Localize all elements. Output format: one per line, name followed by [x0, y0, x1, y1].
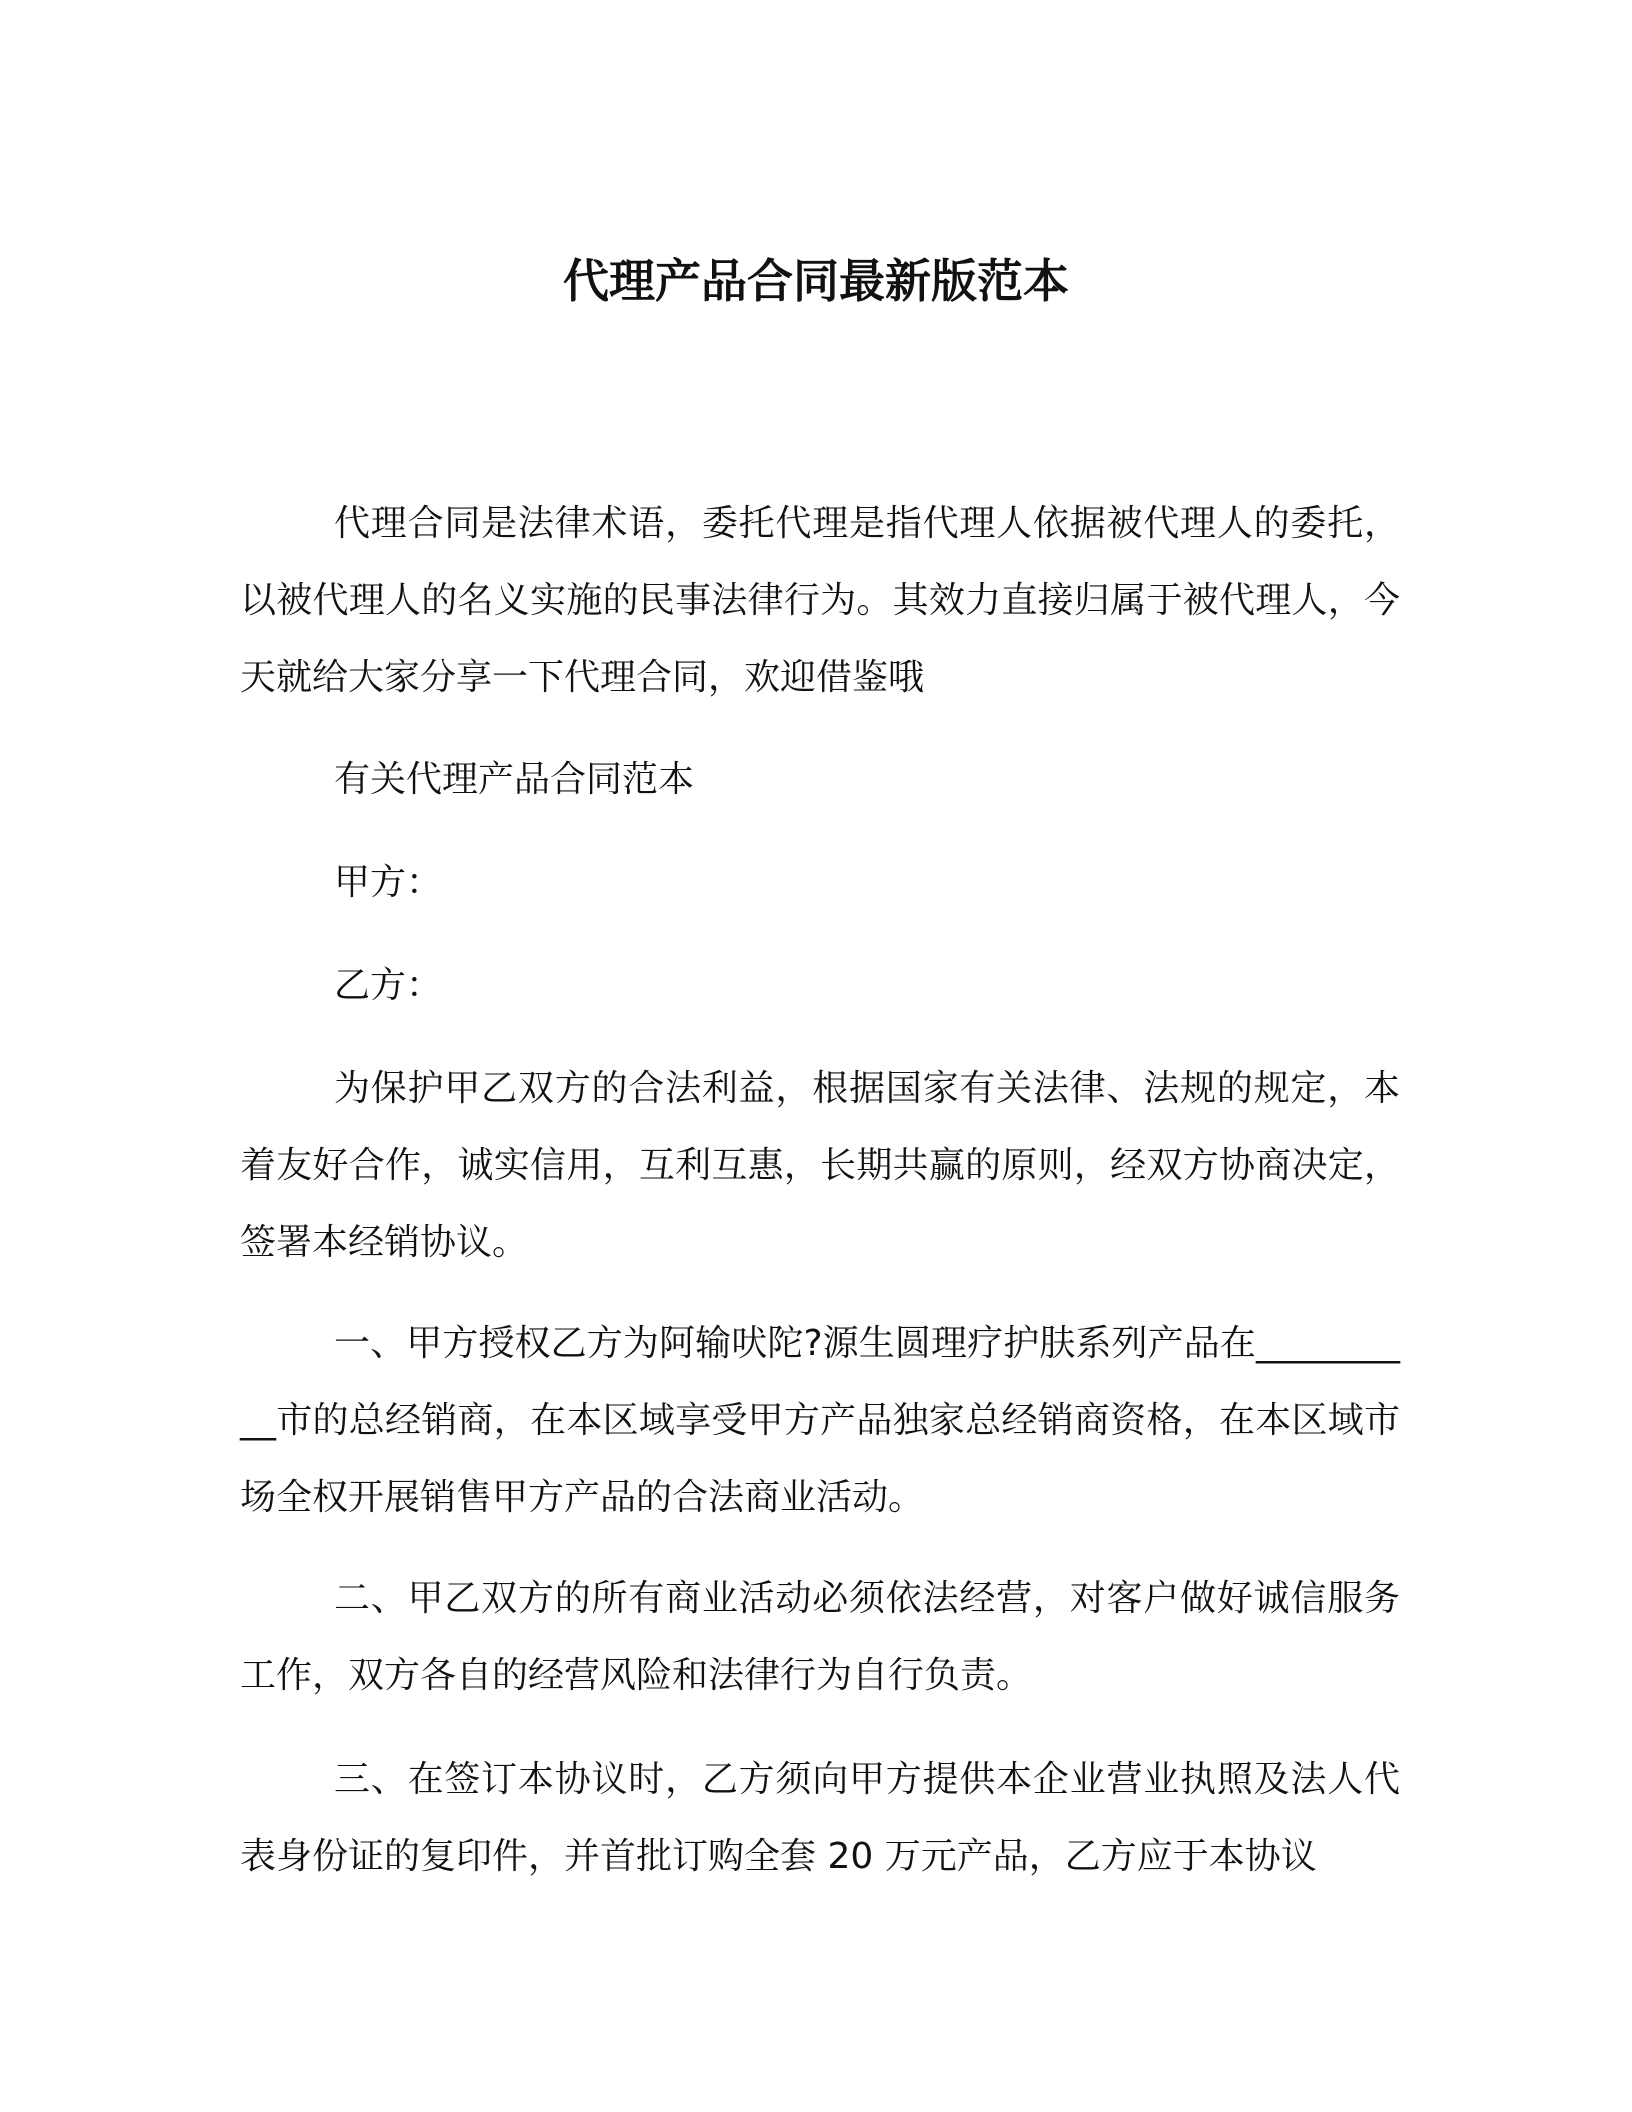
preamble-paragraph: 为保护甲乙双方的合法利益，根据国家有关法律、法规的规定，本着友好合作，诚实信用，互利互惠，长期共赢的原则，经双方协商决定，签署本经销协议。 — [240, 1068, 1400, 1263]
clause-2-paragraph: 二、甲乙双方的所有商业活动必须依法经营，对客户做好诚信服务工作，双方各自的经营风险和法律行为自行负责。 — [240, 1578, 1400, 1696]
party-a-line: 甲方： — [334, 862, 443, 903]
intro-paragraph: 代理合同是法律术语，委托代理是指代理人依据被代理人的委托，以被代理人的名义实施的民事法律行为。其效力直接归属于被代理人，今天就给大家分享一下代理合同，欢迎借鉴哦 — [240, 503, 1400, 698]
party-b-line: 乙方： — [334, 965, 443, 1006]
clause-1-paragraph: 一、甲方授权乙方为阿输吠陀?源生圆理疗护肤系列产品在__________市的总经销商，在本区域享受甲方产品独家总经销商资格，在本区域市场全权开展销售甲方产品的合法商业活动。 — [240, 1323, 1400, 1518]
contract-subtitle: 有关代理产品合同范本 — [334, 759, 695, 800]
document-title: 代理产品合同最新版范本 — [563, 253, 1069, 308]
clause-3-paragraph: 三、在签订本协议时，乙方须向甲方提供本企业营业执照及法人代表身份证的复印件，并首批订购全套 20 万元产品，乙方应于本协议 — [240, 1759, 1400, 1877]
